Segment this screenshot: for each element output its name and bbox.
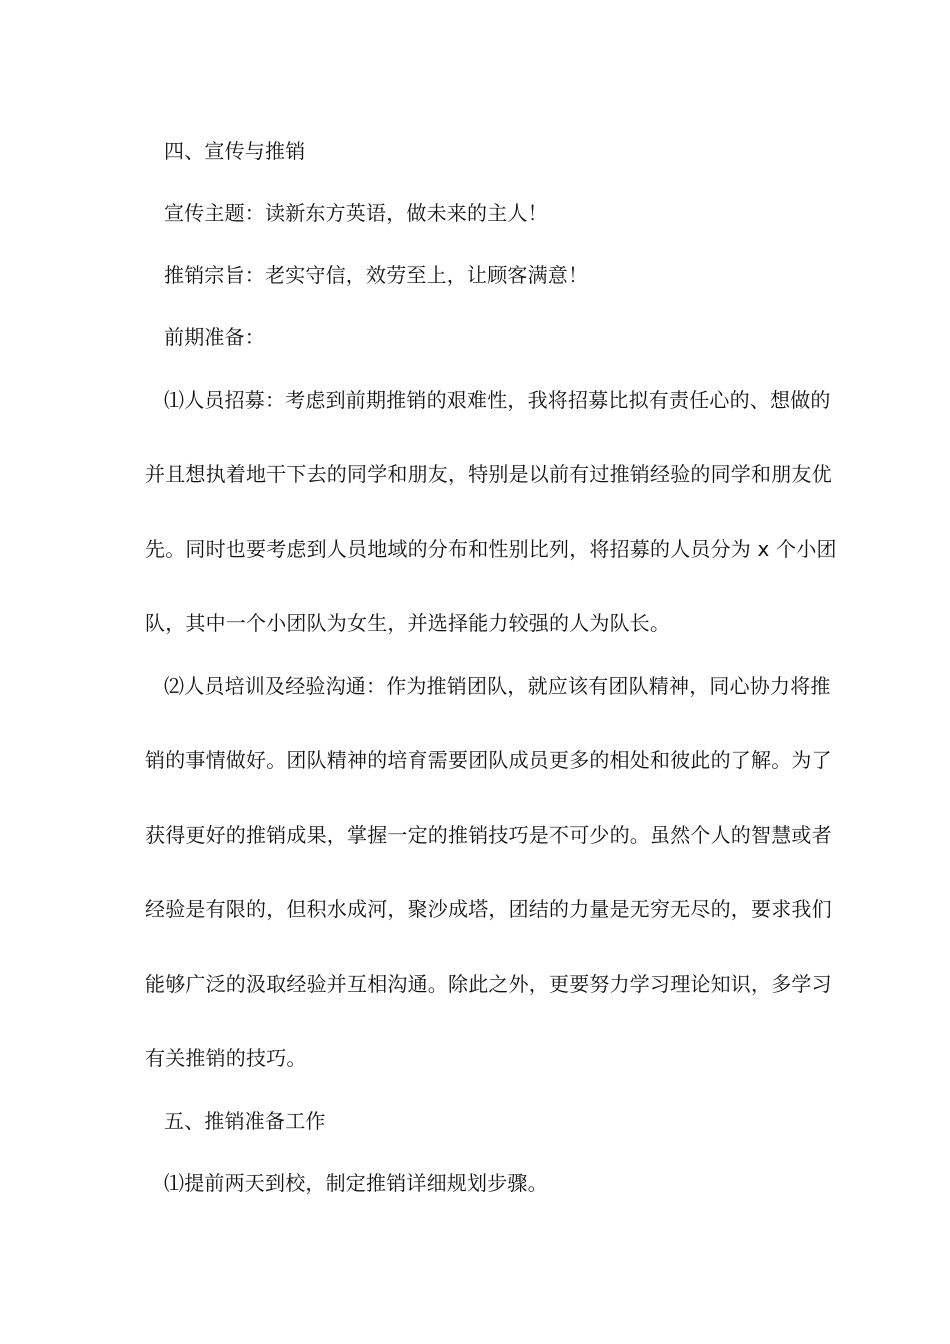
- item2-line-6: 有关推销的技巧。: [145, 1046, 307, 1070]
- section-4-heading: 四、宣传与推销: [164, 139, 306, 163]
- item2-line-1: ⑵人员培训及经验沟通：作为推销团队，就应该有团队精神，同心协力将推: [164, 674, 831, 698]
- item1-line-2: 并且想执着地干下去的同学和朋友，特别是以前有过推销经验的同学和朋友优: [145, 462, 832, 486]
- prep-label: 前期准备：: [164, 325, 265, 349]
- promotion-theme: 宣传主题：读新东方英语，做未来的主人！: [164, 201, 548, 225]
- item2-line-4: 经验是有限的，但积水成河，聚沙成塔，团结的力量是无穷无尽的，要求我们: [145, 897, 832, 921]
- promotion-purpose: 推销宗旨：老实守信，效劳至上，让顾客满意！: [164, 263, 589, 287]
- item1-line-1: ⑴人员招募：考虑到前期推销的艰难性，我将招募比拟有责任心的、想做的: [164, 388, 831, 412]
- item2-line-2: 销的事情做好。团队精神的培育需要团队成员更多的相处和彼此的了解。为了: [145, 748, 832, 772]
- item1-line-3: 先。同时也要考虑到人员地域的分布和性别比列，将招募的人员分为 x 个小团: [145, 537, 837, 561]
- item1-line-4: 队，其中一个小团队为女生，并选择能力较强的人为队长。: [145, 611, 671, 635]
- section5-item1: ⑴提前两天到校，制定推销详细规划步骤。: [164, 1171, 548, 1195]
- item2-line-5: 能够广泛的汲取经验并互相沟通。除此之外，更要努力学习理论知识，多学习: [145, 972, 832, 996]
- section-5-heading: 五、推销准备工作: [164, 1109, 326, 1133]
- item2-line-3: 获得更好的推销成果，掌握一定的推销技巧是不可少的。虽然个人的智慧或者: [145, 823, 832, 847]
